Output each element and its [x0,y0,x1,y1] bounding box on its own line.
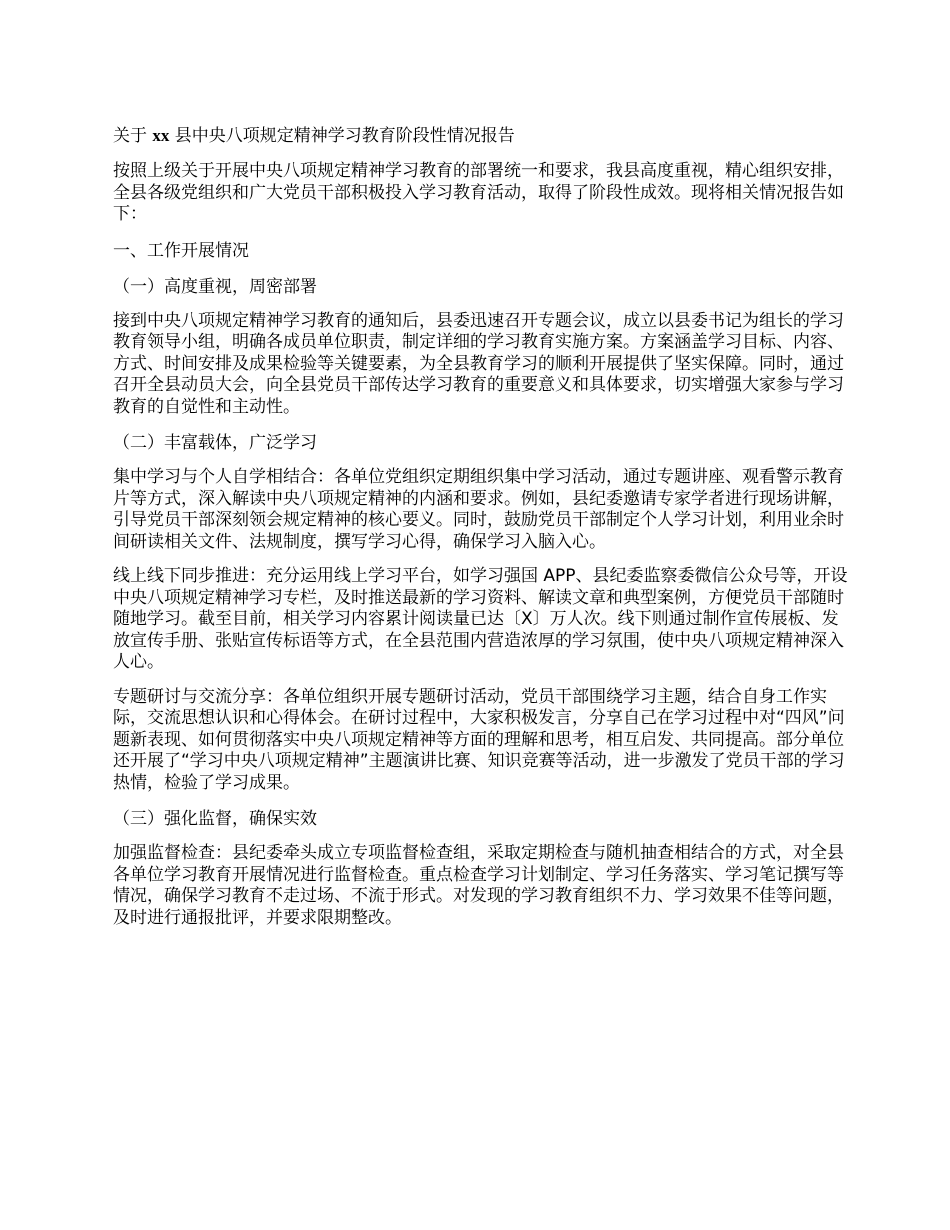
intro-paragraph: 按照上级关于开展中央八项规定精神学习教育的部署统一和要求，我县高度重视，精心组织安排，全县各级党组织和广大党员干部积极投入学习教育活动，取得了阶段性成效。现将相关情况报告如下： [113,161,844,224]
title-latin: xx [152,126,170,145]
paragraph-5: 加强监督检查：县纪委牵头成立专项监督检查组，采取定期检查与随机抽查相结合的方式，对全县各单位学习教育开展情况进行监督检查。重点检查学习计划制定、学习任务落实、学习笔记撰写等情况，确保学习教育不走过场、不流于形式。对发现的学习教育组织不力、学习效果不佳等问题，及时进行通报批评，并要求限期整改。 [113,843,844,928]
subsection-heading-2: （二）丰富载体，广泛学习 [113,433,317,453]
paragraph-2: 集中学习与个人自学相结合：各单位党组织定期组织集中学习活动，通过专题讲座、观看警示教育片等方式，深入解读中央八项规定精神的内涵和要求。例如，县纪委邀请专家学者进行现场讲解，引导党员干部深刻领会规定精神的核心要义。同时，鼓励党员干部制定个人学习计划，利用业余时间研读相关文件、法规制度，撰写学习心得，确保学习入脑入心。 [113,467,844,552]
paragraph-3: 线上线下同步推进：充分运用线上学习平台，如学习强国 APP、县纪委监察委微信公众号等，开设中央八项规定精神学习专栏，及时推送最新的学习资料、解读文章和典型案例，方便党员干部随时随地学习。截至目前，相关学习内容累计阅读量已达〔X〕万人次。线下则通过制作宣传展板、发放宣传手册、张贴宣传标语等方式，在全县范围内营造浓厚的学习氛围，使中央八项规定精神深入人心。 [113,566,848,672]
subsection-heading-1: （一）高度重视，周密部署 [113,276,317,297]
document-page [113,124,849,942]
subsection-heading-3: （三）强化监督，确保实效 [113,809,317,829]
title-prefix: 关于 [113,126,153,146]
paragraph-1: 接到中央八项规定精神学习教育的通知后，县委迅速召开专题会议，成立以县委书记为组长的学习教育领导小组，明确各成员单位职责，制定详细的学习教育实施方案。方案涵盖学习目标、内容、方式、时间安排及成果检验等关键要素，为全县教育学习的顺利开展提供了坚实保障。同时，通过召开全县动员大会，向全县党员干部传达学习教育的重要意义和具体要求，切实增强大家参与学习教育的自觉性和主动性。 [113,310,844,417]
paragraph-4: 专题研讨与交流分享：各单位组织开展专题研讨活动，党员干部围绕学习主题，结合自身工作实际，交流思想认识和心得体会。在研讨过程中，大家积极发言，分享自己在学习过程中对“四风”问题新表现、如何贯彻落实中央八项规定精神等方面的理解和思考，相互启发、共同提高。部分单位还开展了“学习中央八项规定精神”主题演讲比赛、知识竞赛等活动，进一步激发了党员干部的学习热情，检验了学习成果。 [113,686,845,793]
document-title [113,124,849,148]
title-suffix: 县中央八项规定精神学习教育阶段性情况报告 [169,126,515,146]
section-heading-1: 一、工作开展情况 [113,240,249,261]
